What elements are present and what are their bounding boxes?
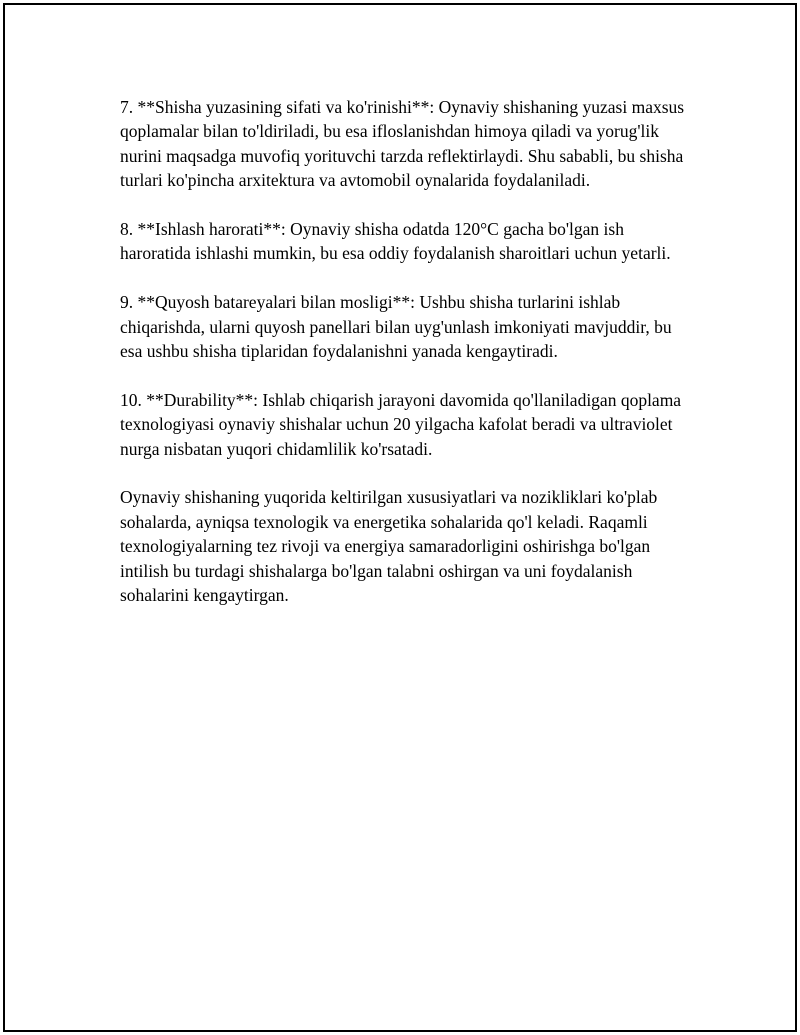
paragraph-conclusion: Oynaviy shishaning yuqorida keltirilgan xususiyatlari va nozikliklari ko'plab sohalarda, ayniqsa texnologik va energetika sohalarida qo'l keladi. Raqamli texnologiyalarning tez rivoji va energiya samaradorligini oshirishga bo'lgan intilish bu turdagi shishalarga bo'lgan talabni oshirgan va uni foydalanish sohalarini kengaytirgan. (120, 487, 658, 606)
document-page (3, 3, 797, 1032)
paragraph-item-10: 10. **Durability**: Ishlab chiqarish jarayoni davomida qo'llaniladigan qoplama texnologiyasi oynaviy shishalar uchun 20 yilgacha kafolat beradi va ultraviolet nurga nisbatan yuqori chidamlilik ko'rsatadi. (120, 389, 682, 459)
document-body (120, 95, 695, 632)
paragraph-item-9: 9. **Quyosh batareyalari bilan mosligi**: Ushbu shisha turlarini ishlab chiqarishda, ularni quyosh panellari bilan uyg'unlash imkoniyati mavjuddir, bu esa ushbu shisha tiplaridan foydalanishni yanada kengaytiradi. (120, 292, 672, 362)
paragraph-item-8: 8. **Ishlash harorati**: Oynaviy shisha odatda 120°C gacha bo'lgan ish haroratida ishlashi mumkin, bu esa oddiy foydalanish sharoitlari uchun yetarli. (120, 219, 671, 264)
paragraph-item-7: 7. **Shisha yuzasining sifati va ko'rinishi**: Oynaviy shishaning yuzasi maxsus qoplamalar bilan to'ldiriladi, bu esa ifloslanishdan himoya qiladi va yorug'lik nurini maqsadga muvofiq yorituvchi tarzda reflektirlaydi. Shu sababli, bu shisha turlari ko'pincha arxitektura va avtomobil oynalarida foydalaniladi. (120, 97, 685, 191)
